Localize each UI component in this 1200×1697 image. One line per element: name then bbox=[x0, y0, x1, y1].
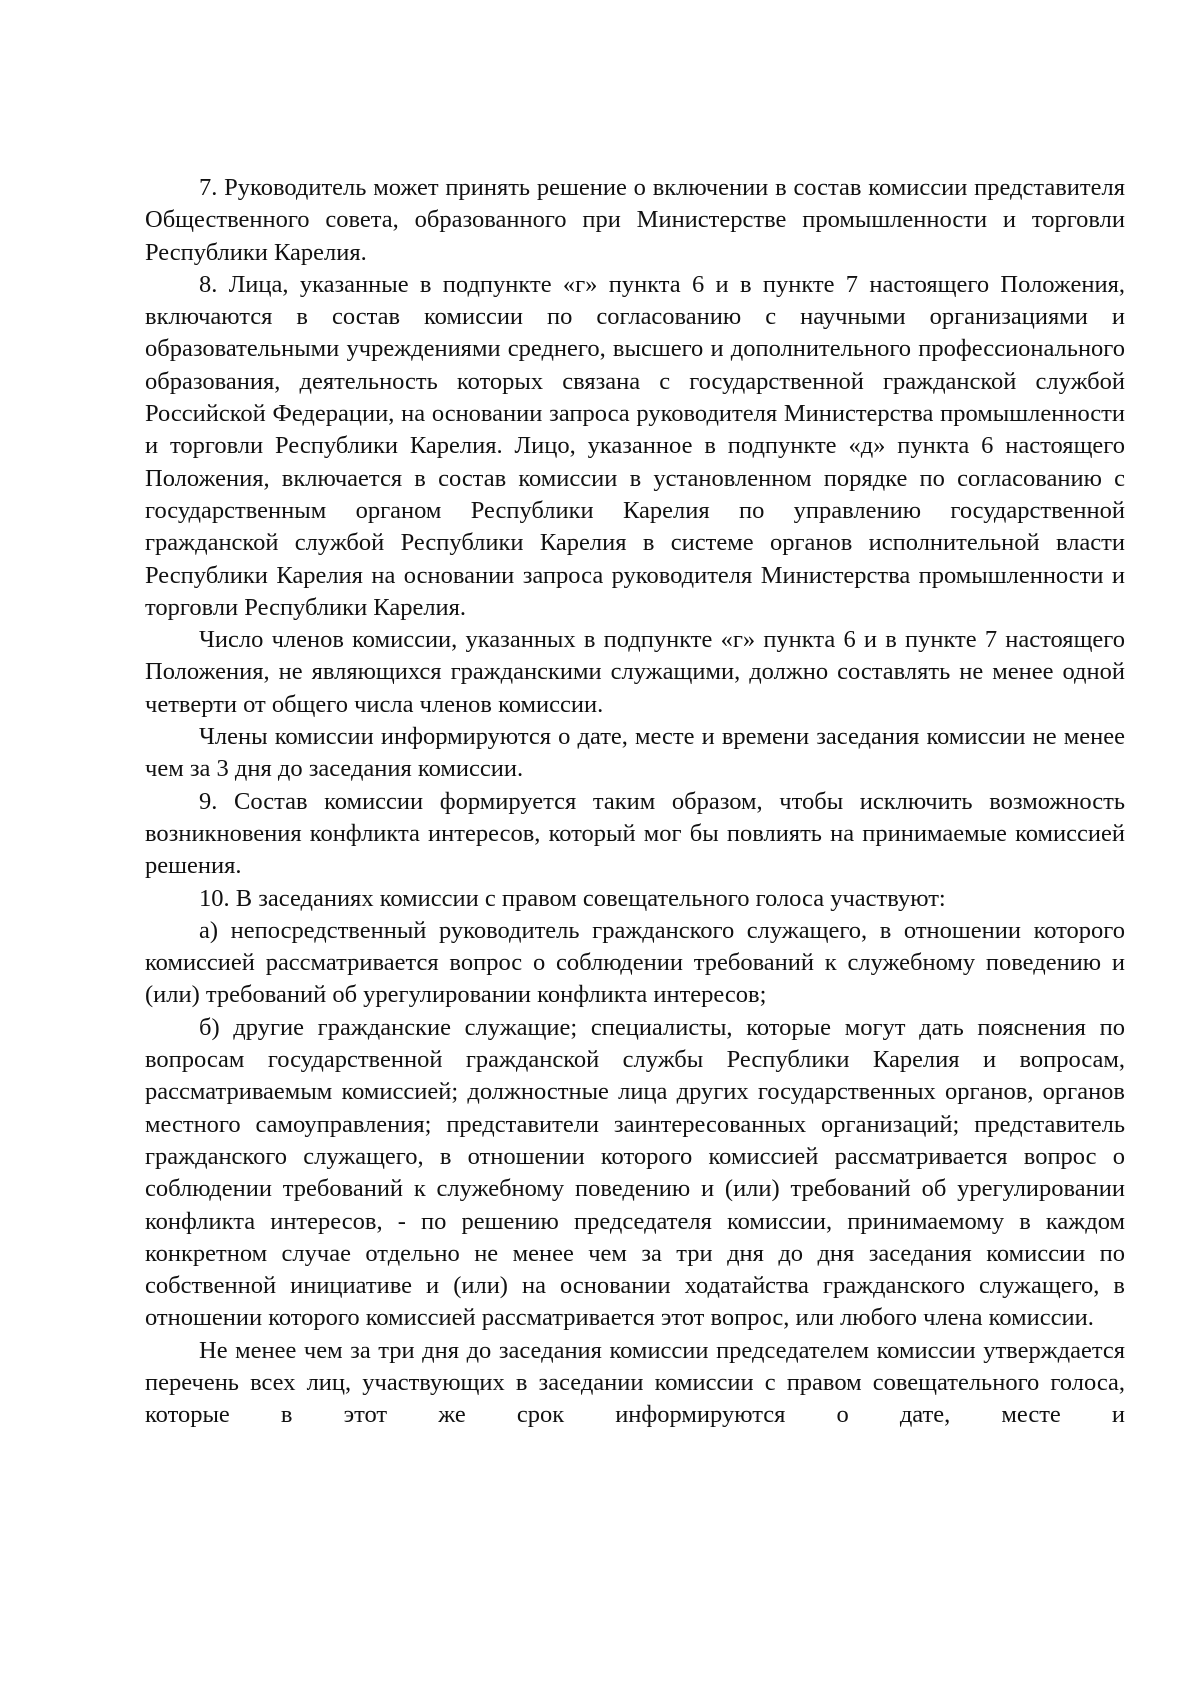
paragraph-members-count: Число членов комиссии, указанных в подпункте «г» пункта 6 и в пункте 7 настоящего Положения, не являющихся гражданскими служащими, должно составлять не менее одной четверти от общего числа членов комиссии. bbox=[145, 626, 1125, 718]
paragraph-participants-list: Не менее чем за три дня до заседания комиссии председателем комиссии утверждается перечень всех лиц, участвующих в заседании комиссии с правом совещательного голоса, которые в этот же срок информируются о дате, месте и bbox=[145, 1336, 1125, 1429]
paragraph-item-10a: а) непосредственный руководитель гражданского служащего, в отношении которого комиссией рассматривается вопрос о соблюдении требований к служебному поведению и (или) требований об урегулировании конфликта интересов; bbox=[145, 916, 1125, 1009]
document-body bbox=[145, 172, 1125, 1432]
paragraph-item-10: 10. В заседаниях комиссии с правом совещательного голоса участвуют: bbox=[199, 884, 946, 912]
paragraph-members-notification: Члены комиссии информируются о дате, месте и времени заседания комиссии не менее чем за 3 дня до заседания комиссии. bbox=[145, 723, 1125, 783]
paragraph-item-9: 9. Состав комиссии формируется таким образом, чтобы исключить возможность возникновения конфликта интересов, который мог бы повлиять на принимаемые комиссией решения. bbox=[145, 787, 1125, 880]
paragraph-item-7: 7. Руководитель может принять решение о включении в состав комиссии представителя Общественного совета, образованного при Министерстве промышленности и торговли Республики Карелия. bbox=[145, 174, 1125, 266]
paragraph-item-8: 8. Лица, указанные в подпункте «г» пункта 6 и в пункте 7 настоящего Положения, включаются в состав комиссии по согласованию с научными организациями и образовательными учреждениями среднего, высшего и дополнительного профессионального образования, деятельность которых связана с государственной гражданской службой Российской Федерации, на основании запроса руководителя Министерства промышленности и торговли Республики Карелия. Лицо, указанное в подпункте «д» пункта 6 настоящего Положения, включается в состав комиссии в установленном порядке по согласованию с государственным органом Республики Карелия по управлению государственной гражданской службой Республики Карелия в системе органов исполнительной власти Республики Карелия на основании запроса руководителя Министерства промышленности и торговли Республики Карелия. bbox=[145, 270, 1125, 621]
paragraph-item-10b: б) другие гражданские служащие; специалисты, которые могут дать пояснения по вопросам государственной гражданской службы Республики Карелия и вопросам, рассматриваемым комиссией; должностные лица других государственных органов, органов местного самоуправления; представители заинтересованных организаций; представитель гражданского служащего, в отношении которого комиссией рассматривается вопрос о соблюдении требований к служебному поведению и (или) требований об урегулировании конфликта интересов, - по решению председателя комиссии, принимаемому в каждом конкретном случае отдельно не менее чем за три дня до дня заседания комиссии по собственной инициативе и (или) на основании ходатайства гражданского служащего, в отношении которого комиссией рассматривается этот вопрос, или любого члена комиссии. bbox=[145, 1013, 1125, 1332]
